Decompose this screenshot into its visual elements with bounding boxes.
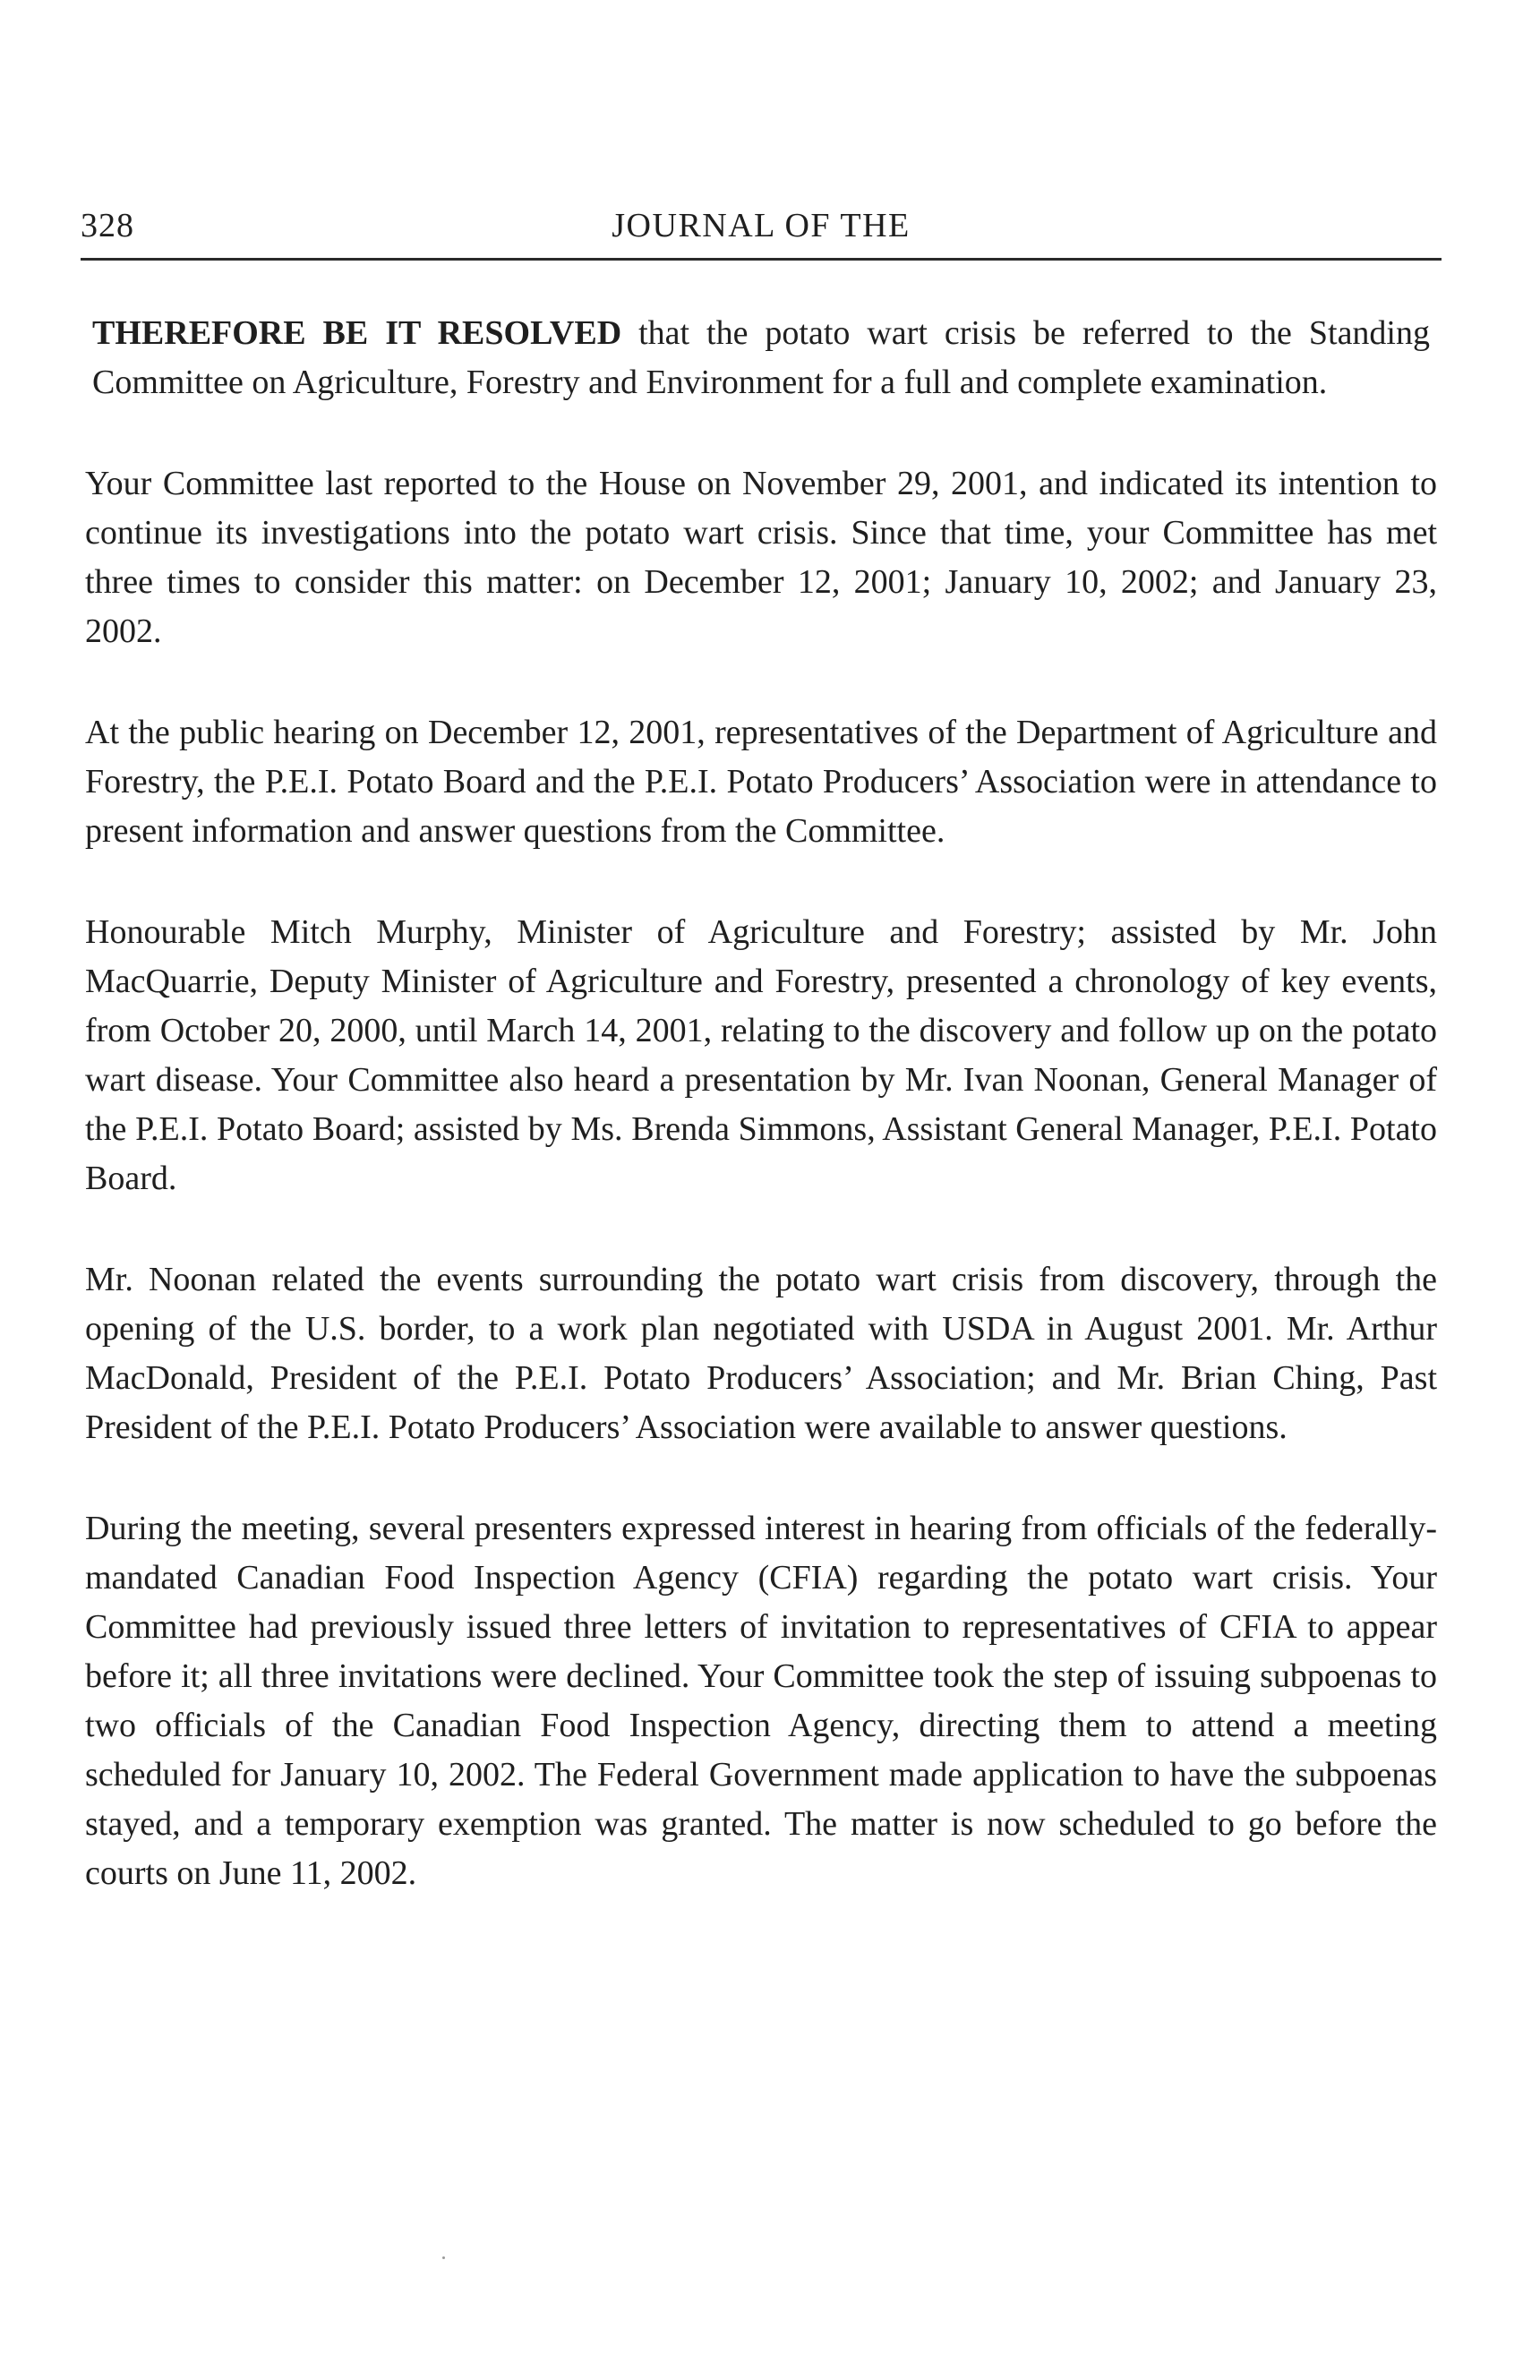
resolution-text: that the potato wart crisis be referred to the Standing Committee on Agriculture, Forestry and Environment for a full and complete examination. — [92, 314, 1430, 401]
page-number: 328 — [81, 207, 134, 244]
resolution-paragraph — [85, 309, 1437, 407]
scan-speck — [442, 2256, 445, 2259]
journal-title: JOURNAL OF THE — [612, 207, 911, 244]
report-paragraph: Your Committee last reported to the House on November 29, 2001, and indicated its intention to continue its investigations into the potato wart crisis. Since that time, your Committee has met three times to consider this matter: on December 12, 2001; January 10, 2002; and January 23, 2002. — [85, 465, 1437, 650]
body-text — [85, 309, 1437, 1950]
running-header — [81, 204, 1442, 261]
cfia-paragraph: During the meeting, several presenters expressed interest in hearing from officials of the federally-mandated Canadian Food Inspection Agency (CFIA) regarding the potato wart crisis. Your Committee had previously issued three letters of invitation to representatives of CFIA to appear before it; all three invitations were declined. Your Committee took the step of issuing subpoenas to two officials of the Canadian Food Inspection Agency, directing them to attend a meeting scheduled for January 10, 2002. The Federal Government made application to have the subpoenas stayed, and a temporary exemption was granted. The matter is now scheduled to go before the courts on June 11, 2002. — [85, 1510, 1437, 1892]
public-hearing-paragraph: At the public hearing on December 12, 2001, representatives of the Department of Agriculture and Forestry, the P.E.I. Potato Board and the P.E.I. Potato Producers’ Association were in attendance to present information and answer questions from the Committee. — [85, 714, 1437, 850]
minister-presentation-paragraph: Honourable Mitch Murphy, Minister of Agriculture and Forestry; assisted by Mr. John MacQuarrie, Deputy Minister of Agriculture and Forestry, presented a chronology of key events, from October 20, 2000, until March 14, 2001, relating to the discovery and follow up on the potato wart disease. Your Committee also heard a presentation by Mr. Ivan Noonan, General Manager of the P.E.I. Potato Board; assisted by Ms. Brenda Simmons, Assistant General Manager, P.E.I. Potato Board. — [85, 913, 1437, 1197]
resolution-lead: THEREFORE BE IT RESOLVED — [92, 314, 622, 352]
noonan-paragraph: Mr. Noonan related the events surrounding the potato wart crisis from discovery, through the opening of the U.S. border, to a work plan negotiated with USDA in August 2001. Mr. Arthur MacDonald, President of the P.E.I. Potato Producers’ Association; and Mr. Brian Ching, Past President of the P.E.I. Potato Producers’ Association were available to answer questions. — [85, 1261, 1437, 1446]
